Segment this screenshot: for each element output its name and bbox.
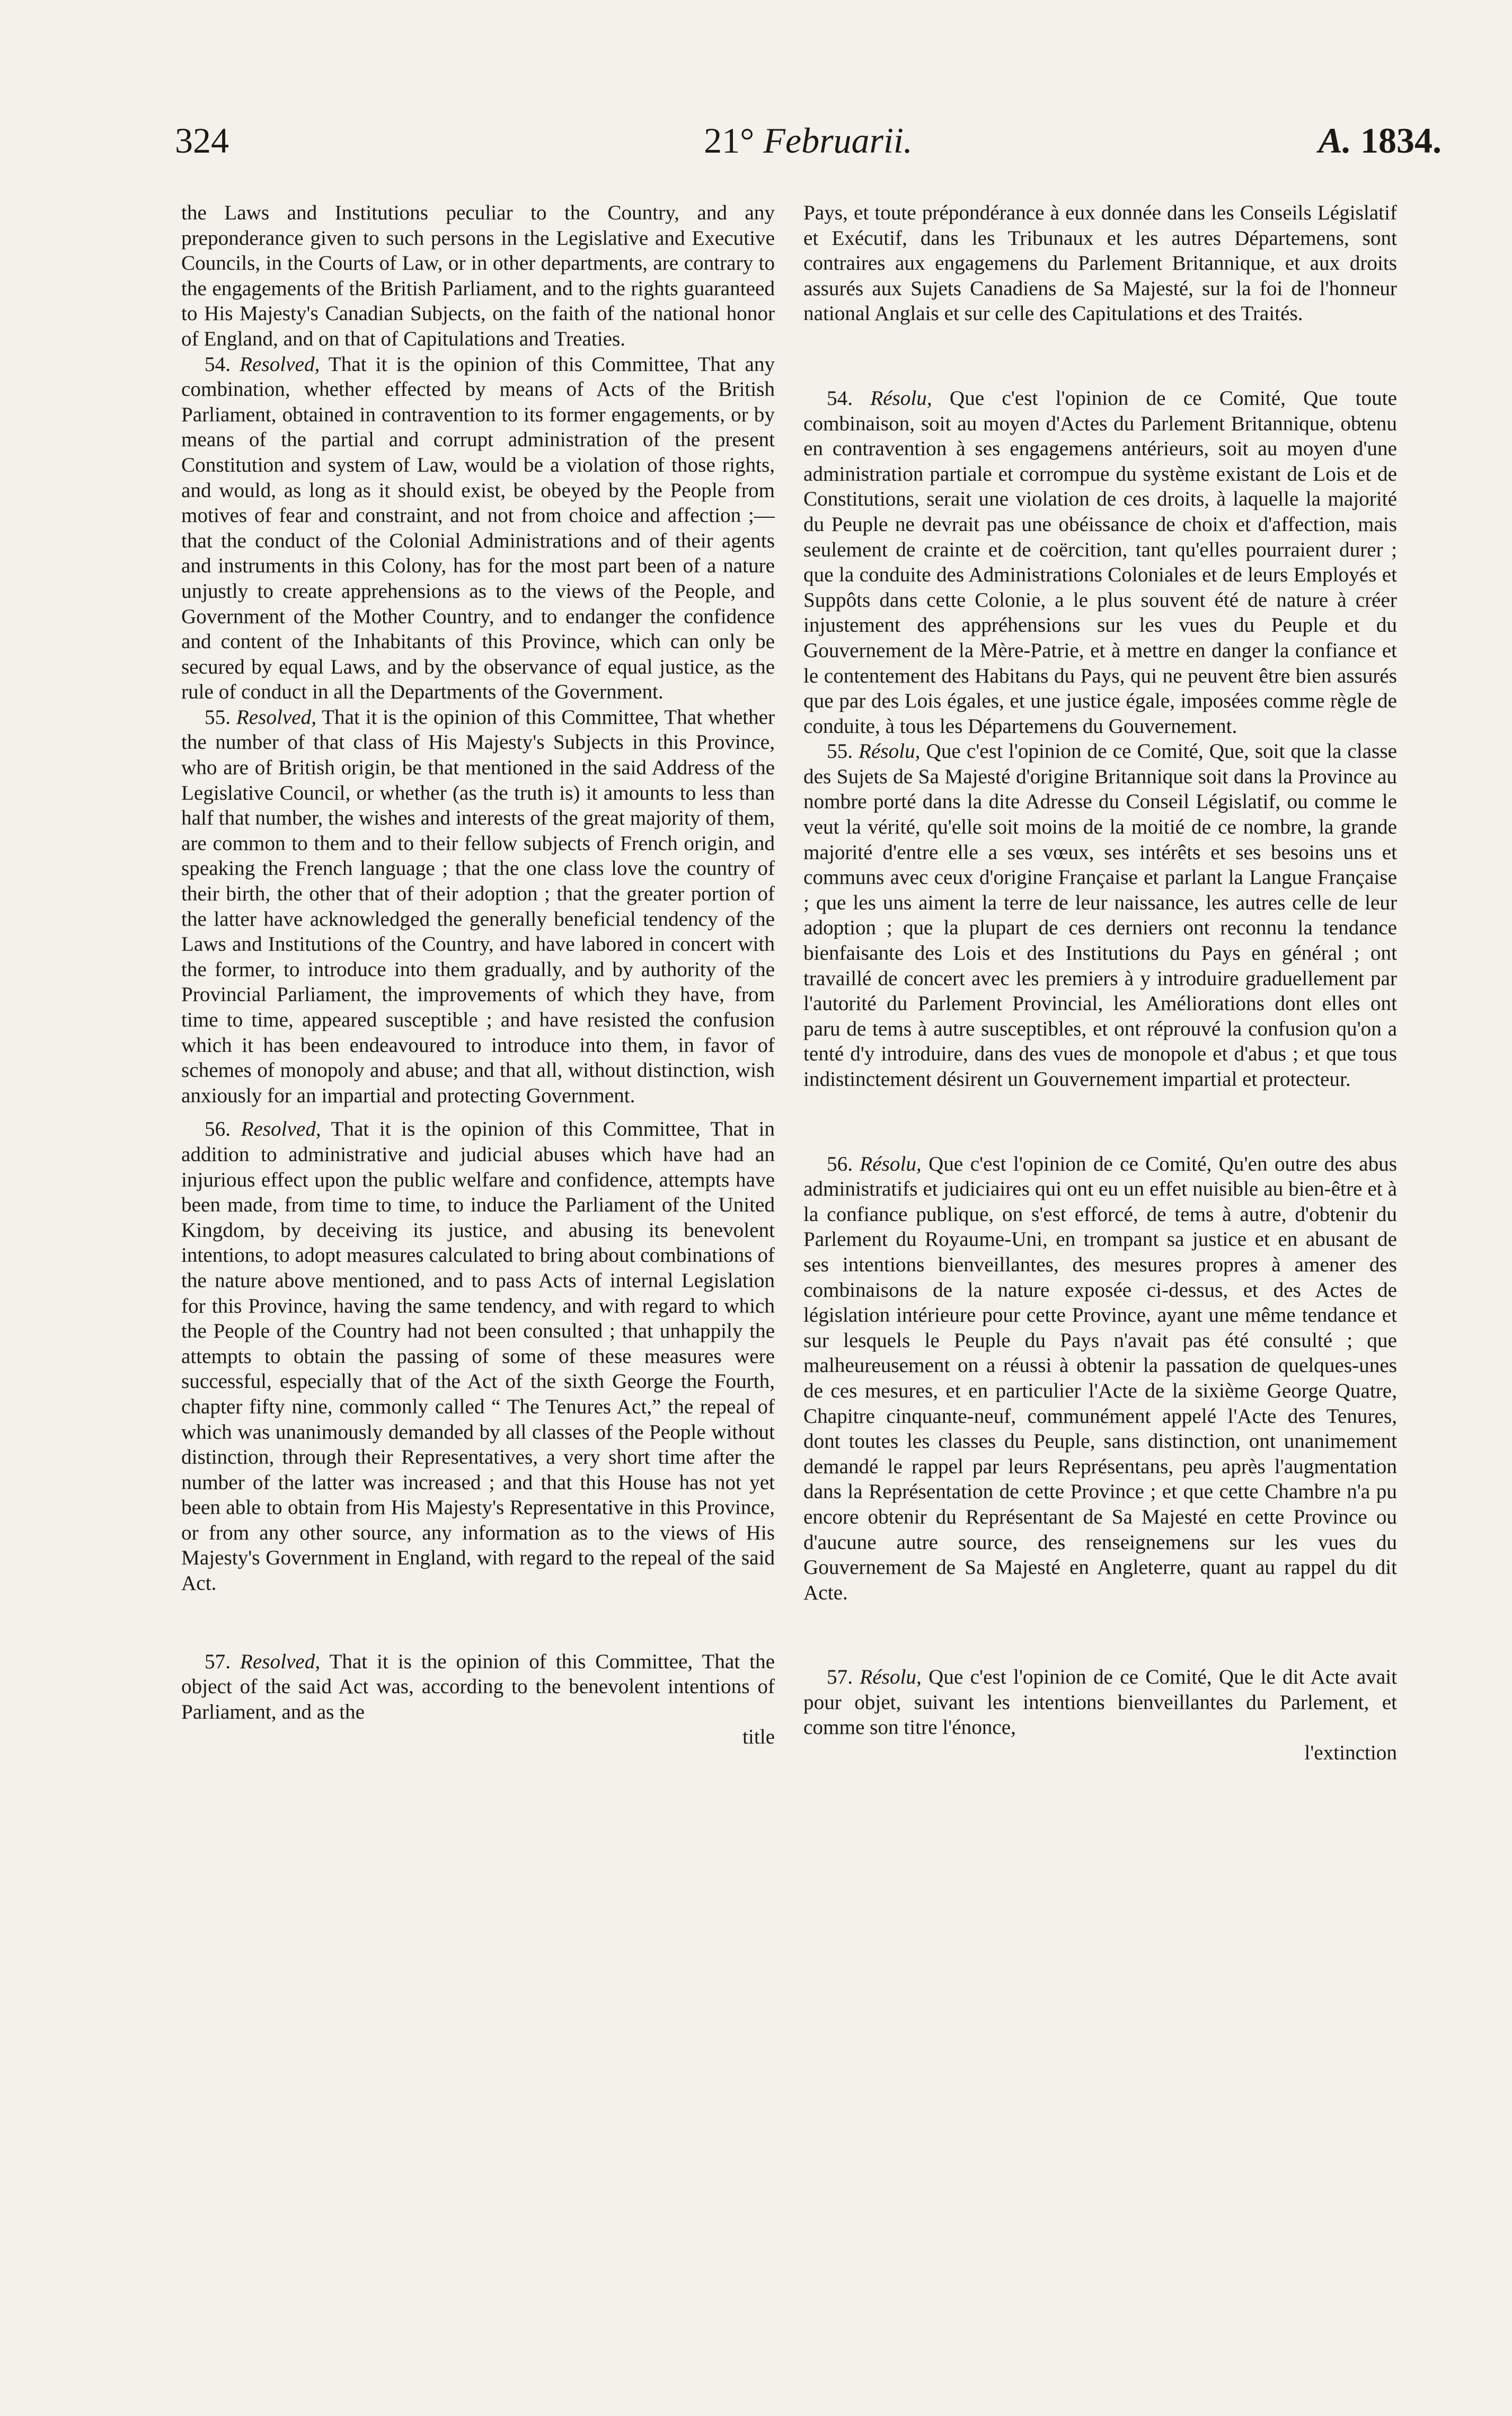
english-intro-paragraph: the Laws and Institutions peculiar to the Country, and any preponderance given to such persons in the Legislative and Executive Councils, in the Courts of Law, or in other departments, are contrary to the engagements of the British Parliament, and to the rights guaranteed to His Majesty's Canadian Subjects, on the faith of the national honor of England, and on that of Capitulations and Treaties.	[181, 201, 775, 350]
resolution-text: That it is the opinion of this Committee, That the object of the said Act was, according to the benevolent intentions of Parliament, and as the	[181, 1650, 775, 1723]
resolution-label: Résolu,	[870, 386, 932, 410]
date-month: Februarii.	[763, 120, 913, 161]
resolution-label: Resolved,	[236, 705, 317, 729]
page-date	[175, 111, 1442, 170]
page-header	[175, 111, 1442, 170]
resolution-text: That it is the opinion of this Committee, That in addition to administrative and judicial abuses which have had an injurious effect upon the public welfare and confidence, attempts have been made, from time to time, to induce the Parliament of the United Kingdom, by deceiving its justice, and abusing its benevolent intentions, to adopt measures calculated to bring about combinations of the nature above mentioned, and to pass Acts of internal Legislation for this Province, having the same tendency, and with regard to which the People of the Country had not been consulted ; that unhappily the attempts to obtain the passing of some of these measures were successful, especially that of the Act of the sixth George the Fourth, chapter fifty nine, commonly called “ The Tenures Act,” the repeal of which was unanimously demanded by all classes of the People without distinction, through their Representatives, a very short time after the number of the latter was increased ; and that this House has not yet been able to obtain from His Majesty's Representative in this Province, or from any other source, any information as to the views of His Majesty's Government in England, with regard to the repeal of the said Act.	[181, 1118, 775, 1595]
resolution-text: Que c'est l'opinion de ce Comité, Qu'en outre des abus administratifs et judiciaires qui ont eu un effet nuisible au bien-être et à la confiance publique, on s'est efforcé, de tems à autre, d'obtenir du Parlement du Royaume-Uni, en trompant sa justice et en abusant de ses intentions bienveillantes, des mesures propres à amener des combinaisons de la nature exposée ci-dessus, et des Actes de législation intérieure pour cette Province, ayant une même tendance et sur lesquels le Peuple du Pays n'avait pas été consulté ; que malheureusement on a réussi à obtenir la passation de quelques-unes de ces mesures, et en particulier l'Acte de la sixième George Quatre, Chapitre cinquante-neuf, communément appelé l'Acte des Tenures, dont toutes les classes du Peuple, sans distinction, ont unanimement demandé le rappel par leurs Représentans, peu après l'augmentation dans la Représentation de cette Province ; et que cette Chambre n'a pu encore obtenir du Représentant de Sa Majesté en cette Province ou d'aucune autre source, des renseignemens sur les vues du Gouvernement de Sa Majesté en Angleterre, quant au rappel du dit Acte.	[803, 1152, 1397, 1604]
resolution-label: Resolved,	[241, 1118, 321, 1141]
resolution-label: Resolved,	[240, 1650, 321, 1673]
french-resolution-57	[803, 1665, 1397, 1740]
year-prefix: A.	[1318, 120, 1351, 161]
page-number: 324	[175, 120, 229, 161]
resolution-label: Resolved,	[240, 352, 320, 376]
date-day: 21°	[704, 120, 755, 161]
page-year	[1319, 111, 1442, 170]
resolution-text: That it is the opinion of this Committee, That whether the number of that class of His Majesty's Subjects in this Province, who are of British origin, be that mentioned in the said Address of the Legislative Council, or whether (as the truth is) it amounts to less than half that number, the wishes and interests of the great majority of them, are common to them and to their fellow subjects of French origin, and speaking the French language ; that the one class love the country of their birth, the other that of their adoption ; that the greater portion of the latter have acknowledged the generally beneficial tendency of the Laws and Institutions of the Country, and have labored in concert with the former, to introduce into them gradually, and by authority of the Provincial Parliament, the improvements of which they have, from time to time, appeared susceptible ; and have resisted the confusion which it has been endeavoured to introduce into them, in favor of schemes of monopoly and abuse; and that all, without distinction, wish anxiously for an impartial and protecting Government.	[181, 705, 775, 1107]
resolution-text: Que c'est l'opinion de ce Comité, Que, soit que la classe des Sujets de Sa Majesté d'origine Britannique soit dans la Province au nombre porté dans la dite Adresse du Conseil Législatif, ou comme le veut la vérité, qu'elle soit moins de la moitié de ce nombre, la grande majorité d'entre elle a ses vœux, ses intérêts et ses besoins uns et communs avec ceux d'origine Française et parlant la Langue Française ; que les uns aiment la terre de leur naissance, les autres celle de leur adoption ; que la plupart de ces derniers ont reconnu la tendance bienfaisante des Lois et des Institutions du Pays en général ; ont travaillé de concert avec les premiers à y introduire graduellement par l'autorité du Parlement Provincial, les Améliorations dont elles ont paru de tems à autre susceptibles, et ont réprouvé la confusion qu'on a tenté d'y introduire, dans des vues de monopole et d'abus ; et que tous indistinctement désirent un Gouvernement impartial et protecteur.	[803, 740, 1397, 1091]
french-column	[803, 200, 1397, 2294]
resolution-text: Que c'est l'opinion de ce Comité, Que toute combinaison, soit au moyen d'Actes du Parlement Britannique, obtenu en contravention à ses engagemens antérieurs, soit au moyen d'une administration partiale et corrompue du système existant de Lois et de Constitutions, serait une violation de ces droits, à laquelle la majorité du Peuple ne devrait pas une obéissance de choix et d'affection, mais seulement de crainte et de coërcition, tant qu'elles pourraient durer ; que la conduite des Administrations Coloniales et de leurs Employés et Suppôts dans cette Colonie, a le plus souvent été de nature à créer injustement des appréhensions sur les vues du Peuple et du Gouvernement de la Mère-Patrie, et à mettre en danger la confiance et le contentement des Habitans du Pays, qui ne peuvent être bien assurés que par des Lois égales, et une justice égale, imposées comme règle de conduite, à tous les Départemens du Gouvernement.	[803, 386, 1397, 738]
resolution-number: 55.	[827, 740, 853, 763]
resolution-label: Résolu,	[860, 1152, 922, 1175]
french-intro-paragraph: Pays, et toute prépondérance à eux donnée dans les Conseils Législatif et Exécutif, dans les Tribunaux et les autres Départemens, sont contraires aux engagemens du Parlement Britannique, et aux droits assurés aux Sujets Canadiens de Sa Majesté, sur la foi de l'honneur national Anglais et sur celle des Capitulations et des Traités.	[803, 201, 1397, 325]
french-catchword: l'extinction	[1304, 1741, 1397, 1765]
resolution-number: 56.	[827, 1152, 853, 1175]
year-value: 1834.	[1360, 120, 1442, 161]
resolution-label: Résolu,	[859, 740, 921, 763]
french-resolution-54	[803, 386, 1397, 739]
resolution-text: That it is the opinion of this Committee, That any combination, whether effected by means of Acts of the British Parliament, obtained in contravention to its former engagements, or by means of the partial and corrupt administration of the present Constitution and system of Law, would be a violation of those rights, and would, as long as it should exist, be obeyed by the People from motives of fear and constraint, and not from choice and affection ;—that the conduct of the Colonial Administrations and of their agents and instruments in this Colony, has for the most part been of a nature unjustly to create apprehensions as to the views of the People, and Government of the Mother Country, and to endanger the confidence and content of the Inhabitants of this Province, which can only be secured by equal Laws, and by the observance of equal justice, as the rule of conduct in all the Departments of the Government.	[181, 352, 775, 704]
english-resolution-54	[181, 352, 775, 705]
resolution-number: 55.	[205, 705, 231, 729]
resolution-number: 57.	[205, 1650, 231, 1673]
french-resolution-56	[803, 1152, 1397, 1606]
english-catchword: title	[742, 1725, 775, 1749]
english-resolution-55	[181, 705, 775, 1109]
french-resolution-55	[803, 739, 1397, 1092]
english-column	[181, 200, 775, 2294]
resolution-number: 56.	[205, 1118, 231, 1141]
resolution-number: 54.	[205, 352, 231, 376]
english-resolution-57	[181, 1649, 775, 1725]
resolution-number: 54.	[827, 386, 853, 410]
resolution-number: 57.	[827, 1666, 853, 1689]
resolution-label: Résolu,	[860, 1666, 922, 1689]
english-resolution-56	[181, 1117, 775, 1596]
resolution-text: Que c'est l'opinion de ce Comité, Que le dit Acte avait pour objet, suivant les intentions bienveillantes du Parlement, et comme son titre l'énonce,	[803, 1666, 1397, 1739]
